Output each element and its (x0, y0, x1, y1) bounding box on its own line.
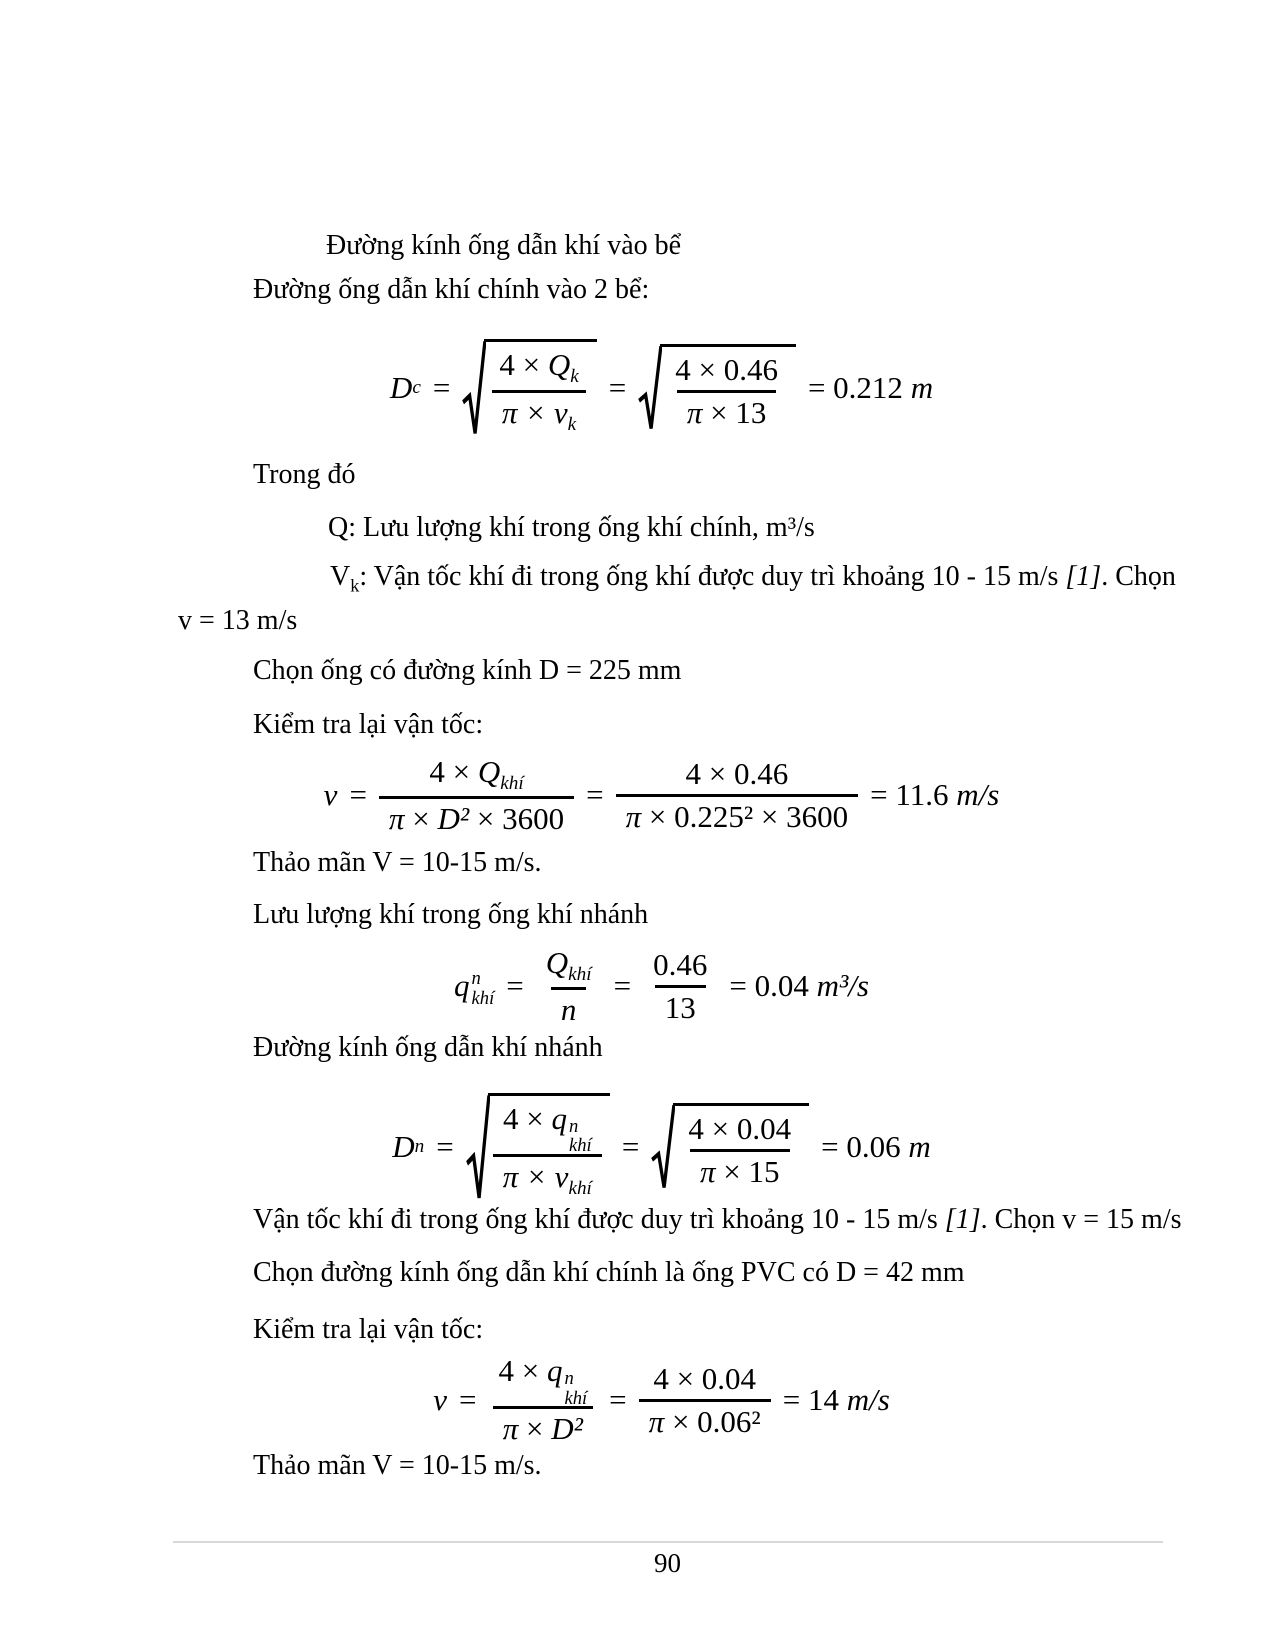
formula4-lhs: D n (392, 1129, 425, 1164)
branch-diameter-text: Đường kính ống dẫn khí nhánh (253, 1032, 603, 1063)
branch-velocity-tail: . Chọn v = 15 m/s (980, 1204, 1182, 1235)
heading-text: Đường kính ống dẫn khí vào bể (326, 230, 682, 261)
choose-pipe-text: Chọn ống có đường kính D = 225 mm (253, 655, 682, 686)
paragraph-satisfy-2 (253, 1448, 542, 1484)
formula5-lhs: v (433, 1382, 447, 1417)
numerator: $4 \times Q_{khí}$ (429, 753, 524, 794)
paragraph-where (253, 457, 355, 493)
v-var: V (330, 561, 351, 592)
formula-velocity-check-branch (170, 1353, 1165, 1447)
v-definition-text: : Vận tốc khí đi trong ống khí được duy trì khoảng 10 - 15 m/s (359, 561, 1066, 592)
radicand (484, 339, 596, 437)
check-velocity-text: Kiểm tra lại vận tốc: (253, 1314, 484, 1345)
satisfy-text: Thảo mãn V = 10-15 m/s. (253, 1450, 542, 1481)
supsub-stack: n khí (564, 1368, 588, 1409)
radicand (660, 344, 796, 431)
sqrt-expression (638, 344, 796, 431)
numerator: 4 × 0.04 (653, 1361, 757, 1397)
paragraph-branch-diameter (253, 1030, 603, 1066)
denominator: π × 13 (677, 390, 777, 432)
denominator: π × D² × 3600 (379, 796, 574, 838)
sqrt-symbol-icon (462, 339, 486, 437)
numerator: $4 \times Q_k$ (499, 347, 579, 388)
page-number: 90 (654, 1548, 681, 1578)
branch-velocity-text: Vận tốc khí đi trong ống khí được duy trì khoảng 10 - 15 m/s (253, 1204, 945, 1235)
paragraph-q-definition (328, 510, 815, 546)
denominator: π × D² (493, 1406, 593, 1448)
numerator: 4 × 0.46 (675, 352, 778, 388)
formula5-result: = 14 m/s (782, 1382, 890, 1417)
formula4-result: = 0.06 m (821, 1129, 931, 1164)
sqrt-symbol-icon (651, 1103, 675, 1190)
paragraph-satisfy (253, 845, 542, 881)
fraction (536, 943, 602, 1029)
denominator: $\pi \times v_k$ (492, 390, 586, 437)
formula1-lhs: D c (389, 370, 421, 405)
sqrt-expression (466, 1093, 610, 1201)
formula1-result: = 0.212 m (807, 370, 934, 405)
fraction (639, 1359, 771, 1440)
equals-sign: = (432, 370, 451, 405)
paragraph-choose-pipe (253, 653, 681, 689)
intro-text: Đường ống dẫn khí chính vào 2 bể: (253, 274, 650, 305)
supsub-stack: n khí (471, 968, 495, 1009)
formula-branch-flow (170, 944, 1165, 1028)
sqrt-expression (651, 1103, 809, 1190)
numerator: $Q_{khí}$ (545, 944, 592, 985)
fraction (616, 754, 859, 835)
satisfy-text: Thảo mãn V = 10-15 m/s. (253, 847, 542, 878)
equals-sign: = (436, 1129, 454, 1164)
equals-sign: = (586, 777, 604, 812)
formula-velocity-check-main (170, 753, 1165, 837)
paragraph-check-velocity-2 (253, 1312, 483, 1348)
sqrt-expression (462, 339, 596, 437)
denominator: π × 0.225² × 3600 (616, 794, 859, 836)
paragraph-branch-flow (253, 897, 648, 933)
fraction (678, 1109, 801, 1190)
paragraph-check-velocity (253, 707, 483, 743)
numerator: 4 × q n khí (502, 1100, 592, 1157)
fraction (379, 752, 574, 838)
denominator: π × 15 (690, 1149, 790, 1191)
denominator: π × 0.06² (639, 1399, 771, 1441)
denominator: 13 (655, 985, 706, 1027)
paragraph-v-definition (330, 559, 1176, 598)
formula-main-pipe-diameter (170, 336, 1165, 440)
denominator: n (551, 987, 587, 1029)
numerator: 4 × 0.04 (688, 1111, 792, 1147)
equals-sign: = (458, 1382, 477, 1417)
fraction (493, 1099, 602, 1201)
numerator: 4 × 0.46 (685, 756, 789, 792)
formula2-lhs: v (323, 777, 338, 812)
choose-pvc-text: Chọn đường kính ống dẫn khí chính là ống PVC có D = 42 mm (253, 1257, 965, 1288)
check-velocity-text: Kiểm tra lại vận tốc: (253, 709, 484, 740)
v-definition-tail: . Chọn (1101, 561, 1176, 592)
citation-ref: [1] (1065, 561, 1102, 592)
equals-sign: = (506, 968, 524, 1003)
fraction (643, 945, 717, 1026)
formula2-result: = 11.6 m/s (870, 777, 1000, 812)
v-var-subscript: k (350, 575, 360, 596)
citation-ref: [1] (944, 1204, 981, 1235)
paragraph-v-definition-continued (178, 603, 297, 639)
footer-divider (173, 1541, 1163, 1543)
equals-sign: = (349, 777, 367, 812)
numerator: 4 × q n khí (498, 1353, 588, 1409)
equals-sign: = (609, 1382, 627, 1417)
where-text: Trong đó (253, 459, 356, 490)
formula3-lhs: q n khí (454, 968, 495, 1009)
fraction (489, 345, 588, 437)
paragraph-intro (253, 272, 649, 308)
supsub-stack: n khí (568, 1115, 592, 1157)
fraction (665, 350, 788, 431)
formula3-result: = 0.04 m³/s (729, 968, 869, 1003)
equals-sign: = (608, 370, 627, 405)
branch-flow-text: Lưu lượng khí trong ống khí nhánh (253, 899, 649, 930)
paragraph-branch-velocity (253, 1202, 1182, 1238)
radicand (488, 1093, 610, 1201)
paragraph-choose-pvc (253, 1255, 965, 1291)
sqrt-symbol-icon (466, 1093, 490, 1201)
numerator: 0.46 (653, 947, 708, 983)
v-chosen-value: v = 13 m/s (178, 605, 298, 636)
denominator: $\pi \times v_{khí}$ (493, 1154, 602, 1201)
q-definition-text: Q: Lưu lượng khí trong ống khí chính, m³/s (328, 512, 815, 543)
sqrt-symbol-icon (638, 344, 662, 431)
fraction (488, 1351, 597, 1448)
radicand (673, 1103, 809, 1190)
equals-sign: = (621, 1129, 640, 1164)
equals-sign: = (613, 968, 632, 1003)
formula-branch-diameter (170, 1092, 1165, 1202)
paragraph-heading (326, 228, 681, 264)
